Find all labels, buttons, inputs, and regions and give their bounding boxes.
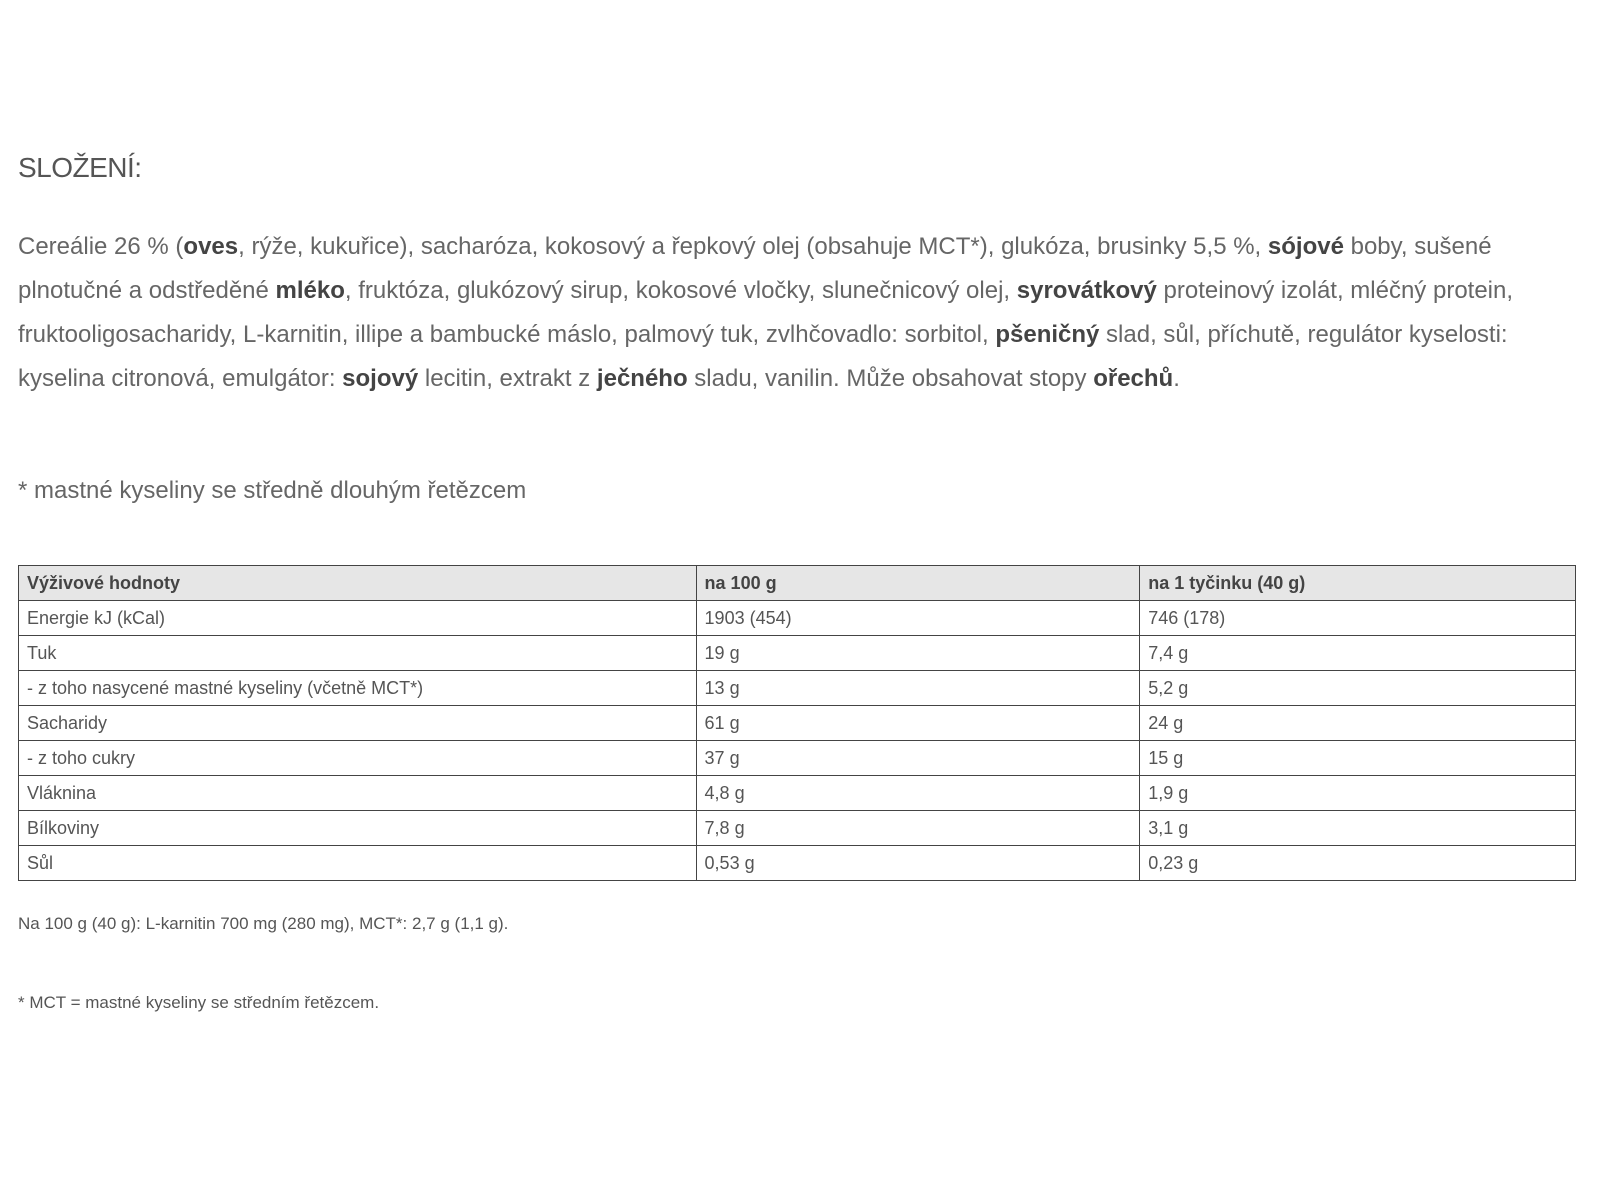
ingredient-segment: proteinový izolát, mléčný protein, fruktooligosacharidy, L-karnitin, illipe a bambucké máslo, palmový tuk, zvlhčovadlo: sorbitol, (18, 277, 1514, 348)
value-per-100g: 0,53 g (696, 846, 1140, 881)
nutrient-name: Tuk (19, 636, 697, 671)
table-row (19, 811, 1576, 846)
nutrient-name: Energie kJ (kCal) (19, 601, 697, 636)
table-row (19, 601, 1576, 636)
allergen-highlight: sójové (1267, 233, 1344, 260)
nutrient-name: Vláknina (19, 776, 697, 811)
nutrient-name: Bílkoviny (19, 811, 697, 846)
value-per-bar: 0,23 g (1140, 846, 1576, 881)
lkarnitin-note: Na 100 g (40 g): L-karnitin 700 mg (280 mg), MCT*: 2,7 g (1,1 g). (18, 914, 509, 933)
value-per-bar: 1,9 g (1140, 776, 1576, 811)
table-row (19, 706, 1576, 741)
nutrient-name: Sacharidy (19, 706, 697, 741)
value-per-100g: 37 g (696, 741, 1140, 776)
nutrient-name: - z toho nasycené mastné kyseliny (včetně MCT*) (19, 671, 697, 706)
value-per-100g: 7,8 g (696, 811, 1140, 846)
table-row (19, 846, 1576, 881)
nutrient-name: Sůl (19, 846, 697, 881)
allergen-highlight: oves (183, 233, 239, 260)
allergen-highlight: ořechů (1093, 365, 1174, 392)
allergen-highlight: mléko (275, 277, 345, 304)
table-header-row (19, 566, 1576, 601)
ingredients-text (18, 225, 1558, 401)
ingredient-segment: , rýže, kukuřice), sacharóza, kokosový a řepkový olej (obsahuje MCT*), glukóza, brusinky 5,5 %, (238, 233, 1268, 260)
allergen-highlight: ječného (596, 365, 688, 392)
value-per-100g: 19 g (696, 636, 1140, 671)
column-header-per-100g: na 100 g (696, 566, 1140, 601)
allergen-highlight: sojový (342, 365, 419, 392)
mct-definition-note: * MCT = mastné kyseliny se středním řetězcem. (18, 993, 380, 1012)
ingredient-segment: slad, sůl, příchutě, regulátor kyselosti: kyselina citronová, emulgátor: (18, 321, 1508, 392)
ingredient-segment: , fruktóza, glukózový sirup, kokosové vločky, slunečnicový olej, (344, 277, 1017, 304)
value-per-bar: 5,2 g (1140, 671, 1576, 706)
table-row (19, 776, 1576, 811)
table-row (19, 741, 1576, 776)
value-per-bar: 7,4 g (1140, 636, 1576, 671)
column-header-nutrient: Výživové hodnoty (19, 566, 697, 601)
value-per-bar: 24 g (1140, 706, 1576, 741)
allergen-highlight: pšeničný (995, 321, 1100, 348)
value-per-100g: 13 g (696, 671, 1140, 706)
value-per-bar: 3,1 g (1140, 811, 1576, 846)
ingredient-segment: boby, sušené plnotučné a odstředěné (18, 233, 1492, 304)
table-row (19, 671, 1576, 706)
nutrient-name: - z toho cukry (19, 741, 697, 776)
ingredient-segment: Cereálie 26 % ( (18, 233, 184, 260)
allergen-highlight: syrovátkový (1016, 277, 1157, 304)
table-row (19, 636, 1576, 671)
value-per-100g: 4,8 g (696, 776, 1140, 811)
mct-footnote: * mastné kyseliny se středně dlouhým řetězcem (18, 477, 527, 504)
value-per-100g: 1903 (454) (696, 601, 1140, 636)
ingredient-segment: . (1173, 365, 1180, 392)
nutrition-table (18, 565, 1576, 881)
value-per-bar: 15 g (1140, 741, 1576, 776)
section-heading: SLOŽENÍ: (18, 152, 142, 183)
ingredient-segment: lecitin, extrakt z (418, 365, 597, 392)
value-per-100g: 61 g (696, 706, 1140, 741)
column-header-per-bar: na 1 tyčinku (40 g) (1140, 566, 1576, 601)
ingredient-segment: sladu, vanilin. Může obsahovat stopy (687, 365, 1094, 392)
value-per-bar: 746 (178) (1140, 601, 1576, 636)
